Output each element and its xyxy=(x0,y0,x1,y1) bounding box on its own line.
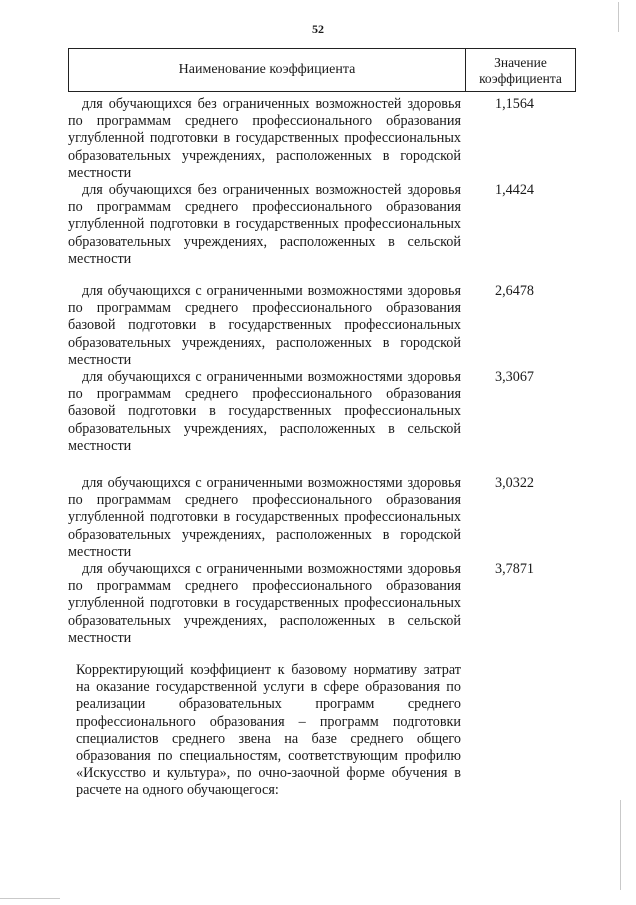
coefficient-name: для обучающихся с ограниченными возможностями здоровья по программам среднего профессионального образования базовой подготовки в государственных профессиональных образовательных учреждениях, расположенных в городской местности xyxy=(68,283,461,368)
scan-edge-mark xyxy=(618,2,619,32)
coefficient-value: 2,6478 xyxy=(495,283,535,299)
table-header xyxy=(68,48,576,92)
table-row xyxy=(68,182,576,268)
table-row xyxy=(68,561,576,647)
coefficient-value: 1,4424 xyxy=(495,182,535,198)
coefficient-value: 3,3067 xyxy=(495,369,535,385)
table-row xyxy=(68,475,576,561)
table-row xyxy=(68,283,576,369)
coefficient-name: для обучающихся с ограниченными возможностями здоровья по программам среднего профессионального образования углубленной подготовки в государственных профессиональных образовательных учреждениях, расположенных в сельской местности xyxy=(68,561,461,646)
coefficient-value: 3,7871 xyxy=(495,561,535,577)
column-header-value: Значение коэффициента xyxy=(465,49,575,91)
page-number: 52 xyxy=(312,22,324,36)
scan-edge-mark xyxy=(620,800,621,890)
coefficient-value: 1,1564 xyxy=(495,96,535,112)
coefficient-name: для обучающихся без ограниченных возможностей здоровья по программам среднего профессионального образования углубленной подготовки в государственных профессиональных образовательных учреждениях, расположенных в сельской местности xyxy=(68,182,461,267)
body-paragraph: Корректирующий коэффициент к базовому нормативу затрат на оказание государственной услуги в сфере образования по реализации образовательных программ среднего профессионального образования – программ подготовки специалистов среднего звена на базе среднего общего образования по специальностям, соответствующим профилю «Искусство и культура», по очно-заочной форме обучения в расчете на одного обучающегося: xyxy=(76,662,461,799)
coefficient-value: 3,0322 xyxy=(495,475,535,491)
coefficient-name: для обучающихся с ограниченными возможностями здоровья по программам среднего профессионального образования углубленной подготовки в государственных профессиональных образовательных учреждениях, расположенных в городской местности xyxy=(68,475,461,560)
coefficient-name: для обучающихся с ограниченными возможностями здоровья по программам среднего профессионального образования базовой подготовки в государственных профессиональных образовательных учреждениях, расположенных в сельской местности xyxy=(68,369,461,454)
table-row xyxy=(68,96,576,182)
coefficient-name: для обучающихся без ограниченных возможностей здоровья по программам среднего профессионального образования углубленной подготовки в государственных профессиональных образовательных учреждениях, расположенных в городской местности xyxy=(68,96,461,181)
column-header-name: Наименование коэффициента xyxy=(178,62,356,77)
table-row xyxy=(68,369,576,455)
scan-edge-mark xyxy=(0,898,60,899)
